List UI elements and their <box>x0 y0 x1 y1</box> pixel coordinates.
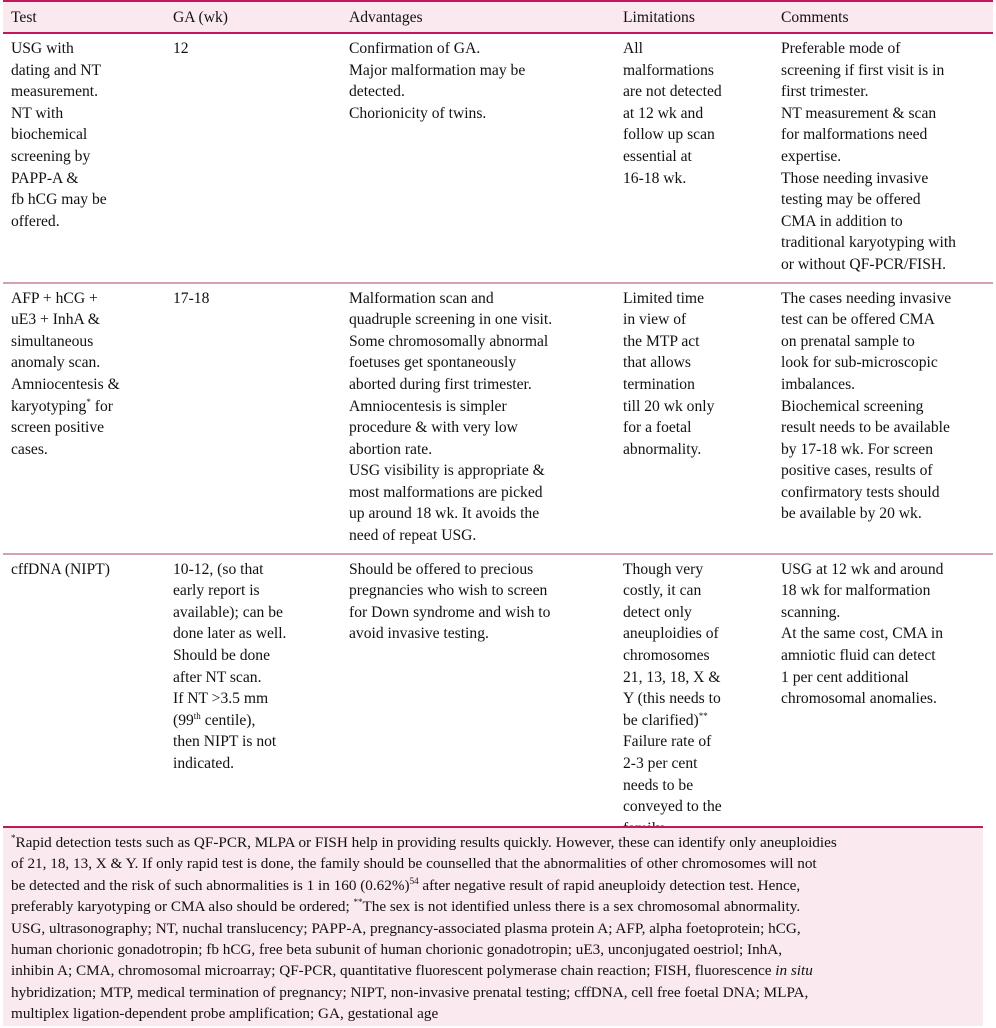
cell-ga: 12 <box>165 33 341 283</box>
header-ga: GA (wk) <box>173 8 229 26</box>
table-footnote: *Rapid detection tests such as QF-PCR, MLPA or FISH help in providing results quickly. However, these can identify only aneuploidies of 21, 18, 13, X & Y. If only rapid test is done, the family should be counselled that the abnormalities of other chromosomes will not be detected and the risk of such abnormalities is 1 in 160 $(0.62\%)^{54}$ after negative result of rapid aneuploidy detection test. Hence, preferably karyotyping or CMA also should be ordered; **The sex is not identified unless there is a sex chromosomal abnormality. USG, ultrasonography; NT, nuchal translucency; PAPP-A, pregnancy-associated plasma protein A; AFP, alpha foetoprotein; hCG, human chorionic gonadotropin; fb hCG, free beta subunit of human chorionic gonadotropin; uE3, unconjugated oestriol; InhA, inhibin A; CMA, chromosomal microarray; QF-PCR, quantitative fluorescent polymerase chain reaction; FISH, fluorescence in situ hybridization; MTP, medical termination of pregnancy; NIPT, non-invasive prenatal testing; cffDNA, cell free foetal DNA; MLPA, multiplex ligation-dependent probe amplification; GA, gestational age <box>3 826 983 1026</box>
cell-test: cffDNA (NIPT) <box>11 560 110 578</box>
cell-limitations: Limited time in view of the MTP act that allows termination till 20 wk only for a foetal abnormality. <box>615 283 773 554</box>
cell-advantages: Malformation scan and quadruple screening in one visit. Some chromosomally abnormal foetuses get spontaneously aborted during first trimester. Amniocentesis is simpler procedure & with very low abortion rate. USG visibility is appropriate & most malformations are picked up around 18 wk. It avoids the need of repeat USG. <box>341 283 615 554</box>
italic-term: in situ <box>775 962 813 980</box>
header-row <box>3 1 993 33</box>
table-header <box>3 1 993 33</box>
header-test: Test <box>11 8 37 26</box>
cell-limitations: Though very costly, it can detect only aneuploidies of chromosomes 21, 13, 18, X & Y (this needs to be clarified)** Failure rate of 2-3 per cent needs to be conveyed to the <box>623 560 722 816</box>
table-row <box>3 33 993 283</box>
cell-advantages: Confirmation of GA. Major malformation may be detected. Chorionicity of twins. <box>341 33 615 283</box>
cell-test: AFP + hCG + uE3 + InhA & simultaneous anomaly scan. Amniocentesis & karyotyping* for screen positive cases. <box>3 283 165 554</box>
header-comments: Comments <box>781 8 849 26</box>
footnote-marker: ** <box>353 897 363 908</box>
cell-advantages: Should be offered to precious pregnancies who wish to screen for Down syndrome and wish to avoid invasive testing. <box>349 560 551 643</box>
cell-ga: 17-18 <box>165 283 341 554</box>
cell-comments: Preferable mode of screening if first visit is in first trimester. NT measurement & scan for malformations need expertise. Those needing invasive testing may be offered CMA in addition to traditional karyotyping with or without QF-PCR/FISH. <box>773 33 993 283</box>
footnote-marker: * <box>11 832 16 843</box>
cell-limitations: All malformations are not detected at 12 wk and follow up scan essential at 16-18 wk. <box>615 33 773 283</box>
cell-comments: The cases needing invasive test can be offered CMA on prenatal sample to look for sub-microscopic imbalances. Biochemical screening result needs to be available by 17-18 wk. For screen positive cases, results of confirmatory tests should be available by 20 wk. <box>773 283 993 554</box>
table-row <box>3 283 993 554</box>
header-advantages: Advantages <box>349 8 423 26</box>
header-limitations: Limitations <box>623 8 695 26</box>
cell-ga: 10-12, (so that early report is available); can be done later as well. Should be done after NT scan. If NT >3.5 mm (99th centile), then NIPT is not indicated. <box>173 560 287 772</box>
reference-marker: 54 <box>409 875 419 886</box>
table-row <box>3 554 993 846</box>
cell-test: USG with dating and NT measurement. NT with biochemical screening by PAPP-A & fb hCG may be offered. <box>3 33 165 283</box>
prenatal-screening-table <box>3 0 993 845</box>
cell-comments: USG at 12 wk and around 18 wk for malformation scanning. At the same cost, CMA in amniotic fluid can detect 1 per cent additional chromosomal anomalies. <box>781 560 944 708</box>
